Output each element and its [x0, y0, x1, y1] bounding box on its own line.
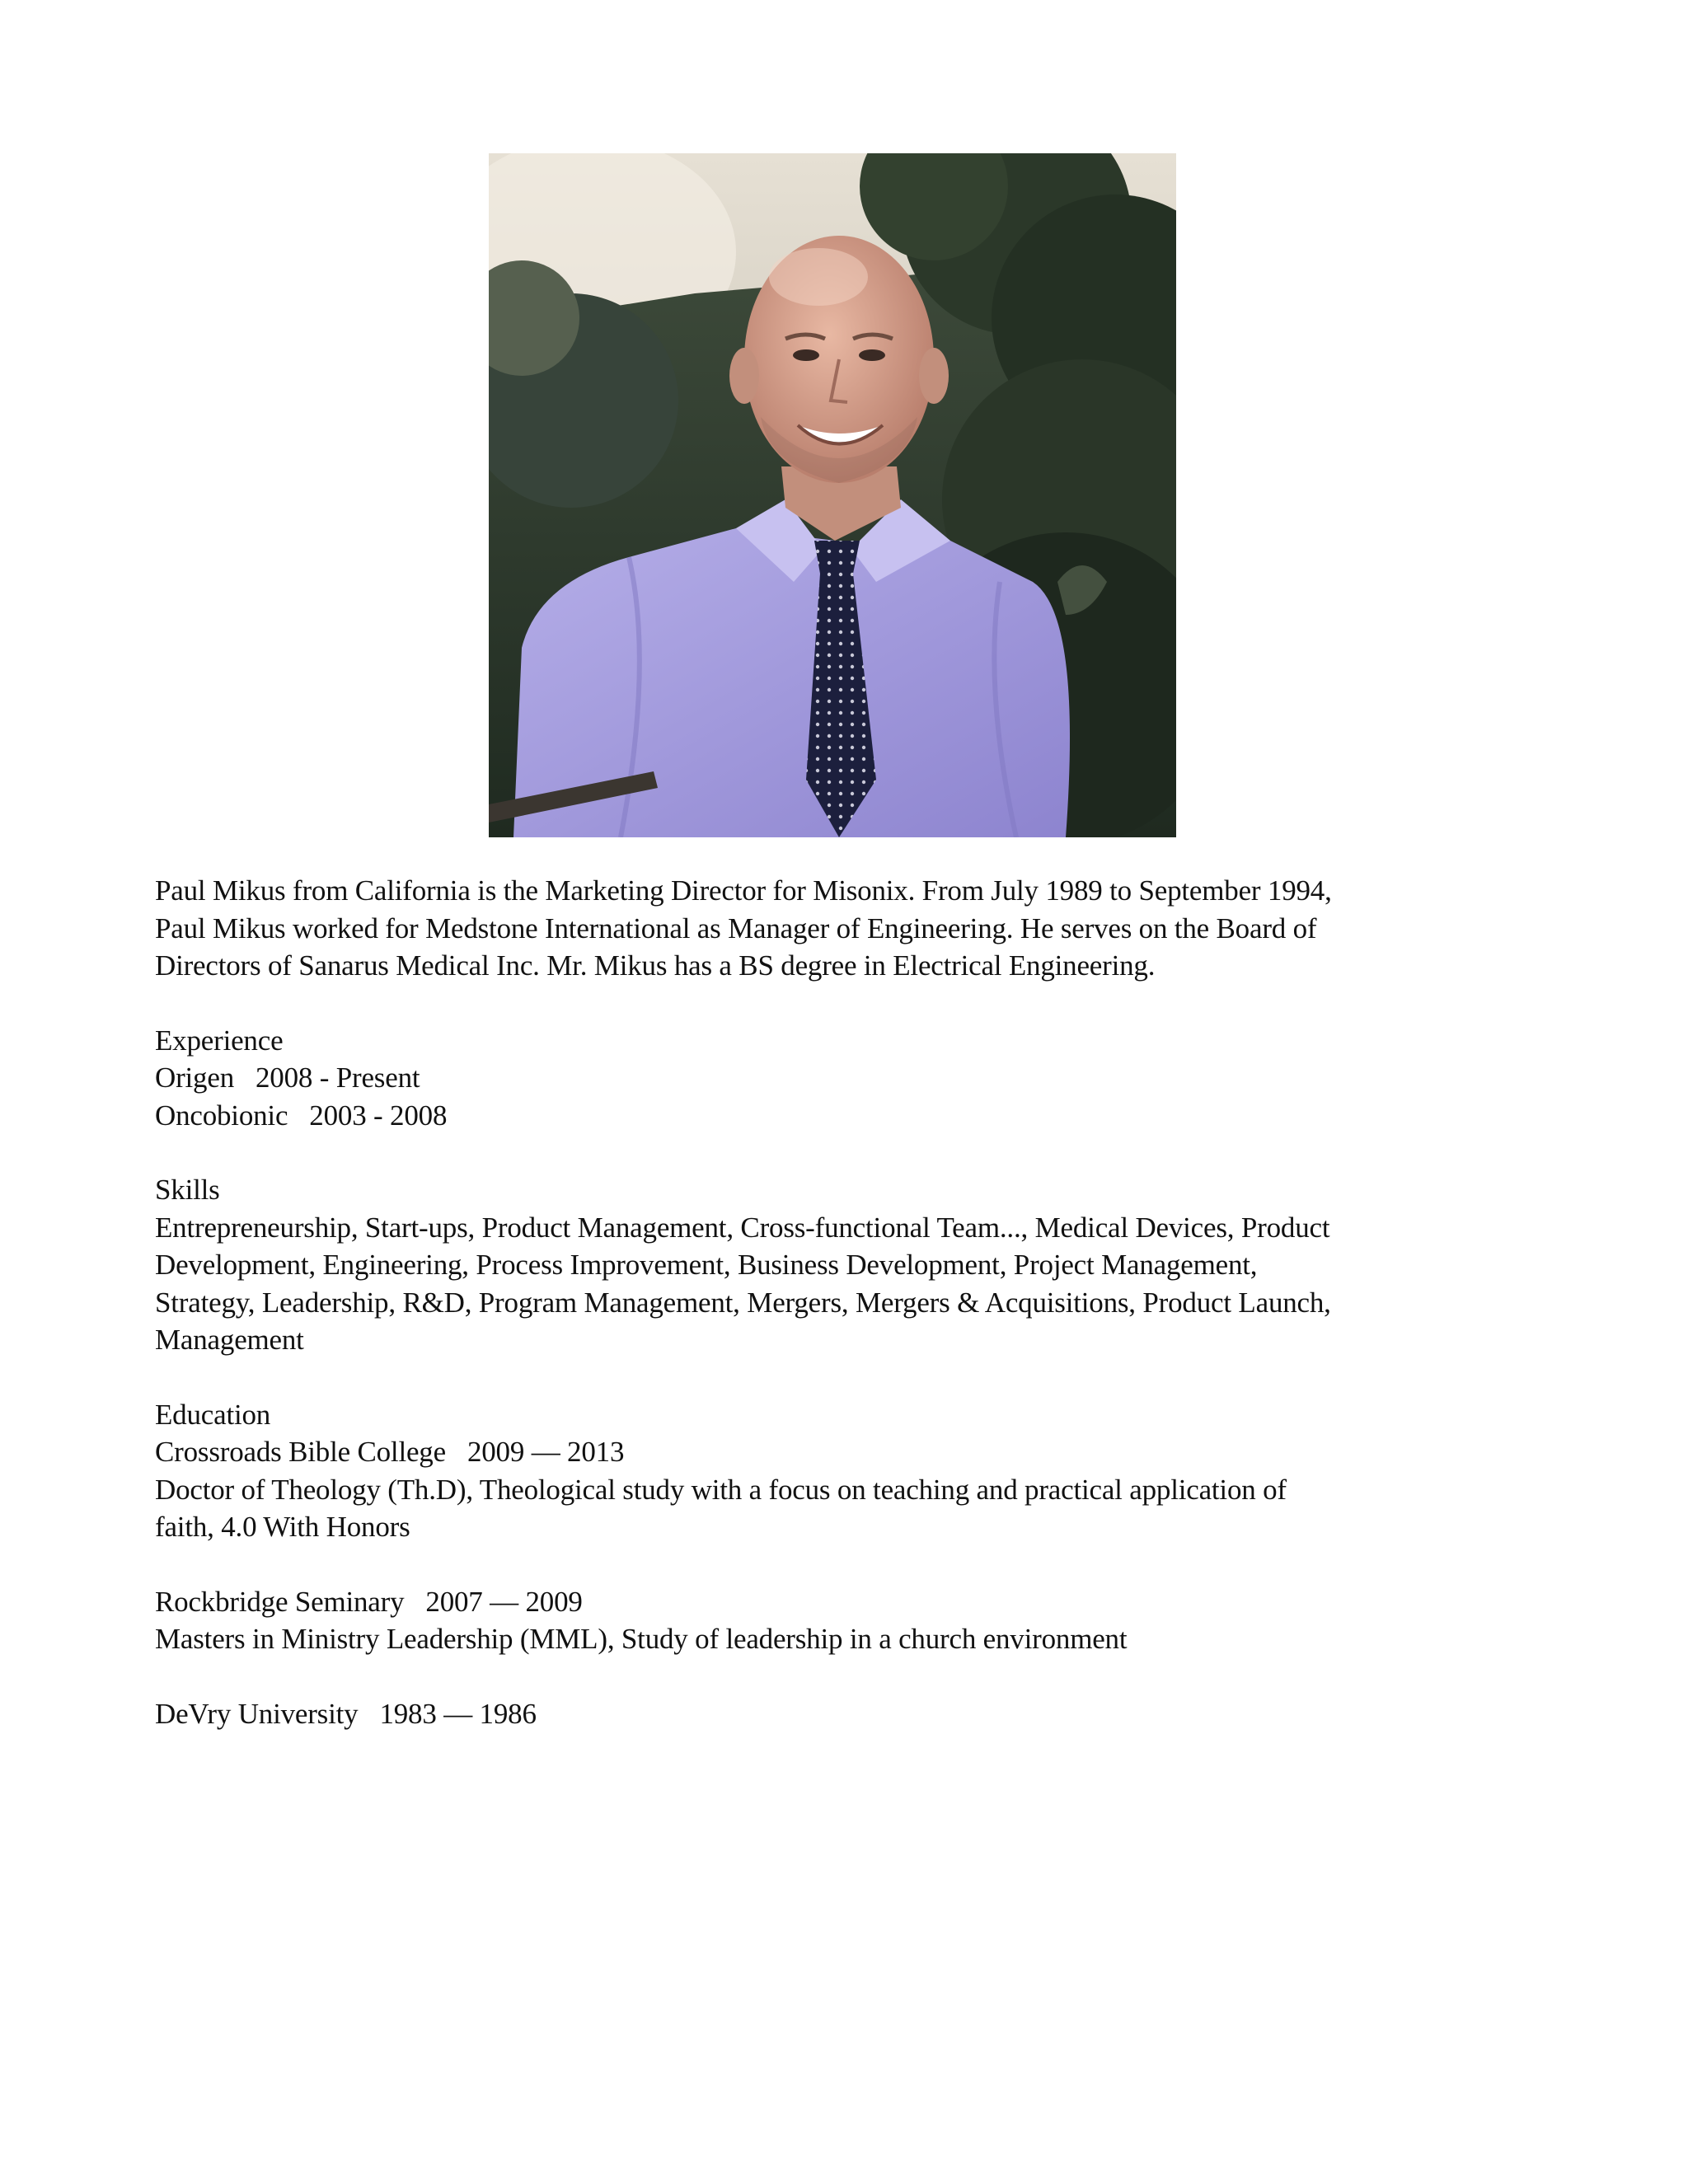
skills-line: Strategy, Leadership, R&D, Program Management, Mergers, Mergers & Acquisitions, Product Launch, [155, 1286, 1331, 1319]
experience-years: 2008 - Present [256, 1062, 420, 1094]
bio-paragraph [155, 872, 1523, 985]
skills-heading: Skills [155, 1174, 220, 1206]
experience-org: Oncobionic [155, 1099, 288, 1132]
profile-photo [489, 153, 1176, 837]
bio-line: Paul Mikus from California is the Marketing Director for Misonix. From July 1989 to September 1994, [155, 874, 1332, 907]
bio-line: Paul Mikus worked for Medstone International as Manager of Engineering. He serves on the Board of [155, 912, 1317, 944]
education-detail: Doctor of Theology (Th.D), Theological study with a focus on teaching and practical application of [155, 1473, 1287, 1506]
education-years: 2009 — 2013 [467, 1436, 625, 1468]
education-section [155, 1396, 1523, 1546]
experience-item [155, 1059, 1523, 1097]
education-detail: faith, 4.0 With Honors [155, 1511, 410, 1543]
skills-line: Development, Engineering, Process Improvement, Business Development, Project Management, [155, 1249, 1258, 1281]
experience-item [155, 1097, 1523, 1135]
education-school: DeVry University [155, 1697, 359, 1730]
education-years: 1983 — 1986 [379, 1697, 537, 1730]
education-entry [155, 1583, 1523, 1621]
skills-line: Entrepreneurship, Start-ups, Product Management, Cross-functional Team..., Medical Devices, Product [155, 1211, 1330, 1244]
profile-text [155, 872, 1523, 1732]
education-years: 2007 — 2009 [425, 1585, 583, 1618]
education-entry-block [155, 1583, 1523, 1658]
experience-years: 2003 - 2008 [309, 1099, 448, 1132]
education-entry [155, 1695, 1523, 1733]
experience-heading: Experience [155, 1024, 284, 1057]
education-detail: Masters in Ministry Leadership (MML), Study of leadership in a church environment [155, 1623, 1128, 1655]
education-school: Crossroads Bible College [155, 1436, 446, 1468]
skills-line: Management [155, 1324, 304, 1356]
bio-line: Directors of Sanarus Medical Inc. Mr. Mikus has a BS degree in Electrical Engineering. [155, 949, 1156, 982]
skills-section [155, 1171, 1523, 1359]
education-school: Rockbridge Seminary [155, 1585, 405, 1618]
profile-photo-illustration [489, 153, 1176, 837]
education-entry-block [155, 1695, 1523, 1733]
education-heading: Education [155, 1398, 271, 1431]
experience-org: Origen [155, 1062, 234, 1094]
education-entry [155, 1433, 1523, 1471]
experience-section [155, 1022, 1523, 1135]
